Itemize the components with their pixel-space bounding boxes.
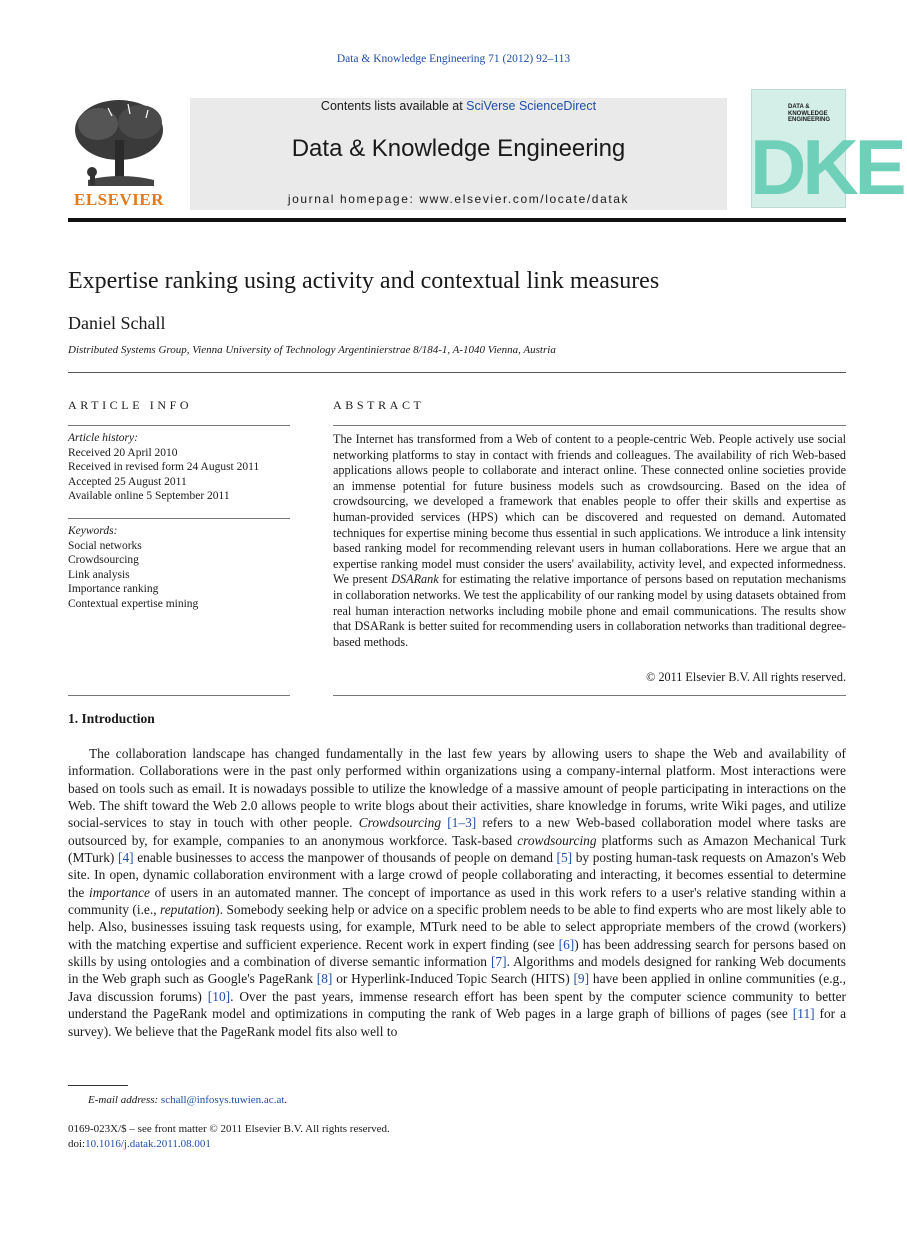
- body-text-part: or Hyperlink-Induced Topic Search (HITS): [336, 971, 570, 987]
- abstract-text-part: The Internet has transformed from a Web of content to a people-centric Web. People actively use social networking platforms to stay in contact with friends and colleagues. The availability of rich Web-based applications allows people to collaborate and interact online. These connected online societies provide an immense potential for future business models such as crowdsourcing. Based on the idea of crowdsourcing, we developed a framework that enables people to offer their skills and expertise as human-provided services (HPS) which can be discovered and requested on demand. Automated techniques for expertise mining become thus essential in such applications. We introduce a link intensity based ranking model for recommending relevant users in human collaborations. Here we argue that an expertise ranking model must consider the users' availability, activity level, and expected informedness. We present: [333, 432, 846, 587]
- body-text-part: refers to a new Web-based collaboration model where tasks are outsourced by, for example, companies to an anonymous workforce. Task-based: [68, 815, 846, 848]
- article-info-divider: [68, 425, 290, 426]
- footnote-email: [88, 1094, 287, 1106]
- body-text-part: . Algorithms and models designed for ranking Web documents in the Web graph such as Google's PageRank: [68, 954, 846, 987]
- history-item: Received in revised form 24 August 2011: [68, 461, 260, 473]
- introduction-heading: 1. Introduction: [68, 711, 155, 726]
- journal-title: Data & Knowledge Engineering: [291, 135, 626, 162]
- abstract-text-part: for estimating the relative importance of persons based on reputation mechanisms in collaboration networks. We test the applicability of our ranking model by using datasets obtained from real human interaction networks including mobile phone and email communications. The results show that DSARank is better suited for recommending users in collaboration networks than traditional degree-based methods.: [333, 572, 846, 649]
- keyword-item: Importance ranking: [68, 583, 159, 595]
- introduction-paragraph: [68, 745, 846, 1040]
- citation-link[interactable]: [4]: [117, 850, 134, 866]
- abstract-bottom-rule: [333, 695, 846, 696]
- email-label: E-mail address:: [88, 1094, 159, 1106]
- keyword-item: Link analysis: [68, 568, 130, 581]
- cover-dke-letters: DKE: [750, 123, 903, 211]
- keyword-item: Crowdsourcing: [68, 554, 139, 566]
- body-text-part: platforms such as Amazon Mechanical Turk (MTurk): [68, 832, 847, 866]
- body-text-part: of users in an automated manner. The concept of importance as used in this work refers to a user's relative standing within a community (i.e.,: [68, 884, 846, 918]
- author-affiliation: Distributed Systems Group, Vienna University of Technology Argentinierstrae 8/184-1, A-1040 Vienna, Austria: [68, 344, 556, 356]
- front-matter: [68, 1122, 390, 1151]
- doi-link[interactable]: 10.1016/j.datak.2011.08.001: [85, 1137, 211, 1150]
- header-rule: [68, 218, 846, 222]
- footnote-rule: [68, 1085, 128, 1086]
- issn-line: 0169-023X/$ – see front matter © 2011 Elsevier B.V. All rights reserved.: [68, 1123, 390, 1135]
- cover-title: [788, 104, 830, 124]
- citation-link[interactable]: [10]: [207, 988, 231, 1004]
- history-item: Accepted 25 August 2011: [68, 475, 187, 488]
- abstract-term: DSARank: [391, 572, 439, 587]
- history-item: Received 20 April 2010: [68, 446, 178, 459]
- journal-homepage[interactable]: journal homepage: www.elsevier.com/locate/datak: [287, 192, 630, 206]
- abstract-divider: [333, 425, 846, 426]
- journal-reference[interactable]: Data & Knowledge Engineering 71 (2012) 92–113: [336, 53, 571, 65]
- article-info-heading: ARTICLE INFO: [68, 398, 193, 412]
- title-divider: [68, 372, 846, 373]
- article-info-bottom-rule: [68, 695, 290, 696]
- contents-prefix: Contents lists available at: [320, 99, 467, 113]
- abstract-heading: ABSTRACT: [333, 398, 425, 412]
- keywords-label: Keywords:: [68, 525, 118, 537]
- sciencedirect-link[interactable]: SciVerse ScienceDirect: [466, 99, 597, 113]
- cover-title-line: DATA &: [788, 104, 810, 110]
- article-history-label: Article history:: [68, 432, 138, 444]
- body-text-part: . Over the past years, immense research effort has been spent by the computer science community to better understand the PageRank model and optimizations in computing the rank of Web pages in a large graph of billions of pages (see: [68, 988, 847, 1022]
- body-text-part: ) has been addressing search for persons based on skills by using ontologies and a combination of diverse semantic information: [68, 936, 846, 970]
- citation-link[interactable]: [8]: [316, 971, 333, 987]
- author-name[interactable]: Daniel Schall: [68, 313, 166, 333]
- citation-link[interactable]: [11]: [792, 1006, 815, 1022]
- body-text-part: have been applied in online communities (e.g., Java discussion forums): [68, 971, 846, 1004]
- contents-line: [190, 99, 727, 113]
- body-emphasis: importance: [89, 884, 150, 900]
- elsevier-wordmark: ELSEVIER: [74, 190, 164, 209]
- citation-link[interactable]: [9]: [573, 971, 590, 987]
- body-text-part: The collaboration landscape has changed fundamentally in the last few years by allowing users to shape the Web and availability of information. Collaborations were in the past only performed within organizations using a company-internal platform. Most interactions were based on tools such as email. It is nowadays possible to utilize the knowledge of a massive amount of people participating in interactions on the Web. The shift toward the Web 2.0 allows people to write blogs about their activities, share knowledge in forums, write Wiki pages, and utilize social-services to stay in touch with other people.: [68, 746, 846, 831]
- elsevier-tree-icon: [68, 96, 170, 188]
- body-emphasis: crowdsourcing: [517, 832, 597, 848]
- footnote-end: .: [284, 1094, 288, 1106]
- abstract-text: [333, 432, 846, 650]
- body-emphasis: reputation: [159, 902, 216, 918]
- keyword-item: Contextual expertise mining: [68, 597, 199, 610]
- citation-link[interactable]: [1–3]: [447, 815, 477, 831]
- cover-title-line: KNOWLEDGE: [788, 110, 828, 117]
- history-item: Available online 5 September 2011: [68, 490, 230, 502]
- doi-label: doi:: [68, 1137, 86, 1150]
- citation-link[interactable]: [7]: [490, 954, 507, 970]
- cover-title-line: ENGINEERING: [788, 117, 831, 123]
- keywords-block: [68, 524, 298, 611]
- article-history: [68, 431, 298, 504]
- doi-line: [68, 1137, 390, 1152]
- citation-link[interactable]: [5]: [556, 850, 573, 866]
- article-title: Expertise ranking using activity and contextual link measures: [68, 268, 660, 294]
- body-text-part: enable businesses to access the manpower of thousands of people on demand: [137, 850, 553, 866]
- email-link[interactable]: schall@infosys.tuwien.ac.at: [160, 1094, 285, 1106]
- introduction-body: [68, 745, 846, 1040]
- journal-cover-thumbnail: [750, 89, 903, 211]
- body-emphasis: Crowdsourcing: [358, 815, 442, 831]
- citation-link[interactable]: [6]: [558, 936, 575, 952]
- keywords-divider: [68, 518, 290, 519]
- keyword-item: Social networks: [68, 539, 142, 552]
- body-text-part: by posting human-task requests on Amazon's Web site. In open, dynamic collaboration environment with a large crowd of people collaborating and interacting, it becomes essential to determine the: [68, 850, 847, 900]
- body-text-part: ). Somebody seeking help or advice on a specific problem needs to be able to find experts who are most likely able to help. Also, businesses issuing task requests using, for example, MTurk need to be able to select appropriate members of the crowd (workers) with the matching expertise and sufficient experience. Recent work in expert finding (see: [68, 902, 846, 952]
- abstract-copyright: © 2011 Elsevier B.V. All rights reserved.: [646, 670, 846, 684]
- body-text-part: for a survey). We believe that the PageRank model fits also well to: [68, 1006, 847, 1039]
